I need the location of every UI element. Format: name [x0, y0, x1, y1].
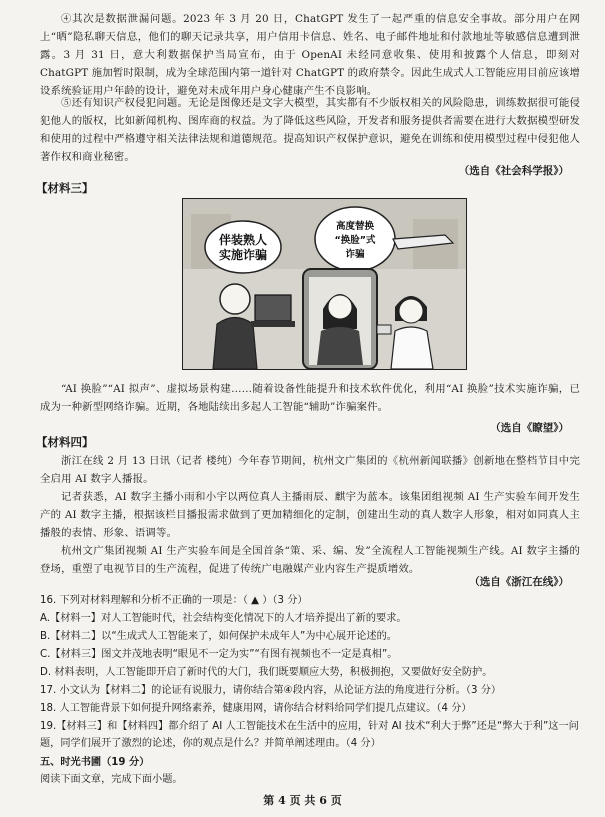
question-16-option-a: A.【材料一】对人工智能时代，社会结构变化情况下的人才培养提出了新的要求。: [40, 613, 407, 624]
section-5-heading: 五、时光书圃（19 分）: [40, 757, 150, 768]
fraud-cartoon-illustration: [182, 198, 467, 370]
material3-heading: 【材料三】: [36, 181, 94, 195]
source-citation-1: （选自《社会科学报》）: [458, 165, 569, 177]
cartoon-bubble-left-line1: 伴装熟人: [218, 233, 268, 247]
material4-source: （选自《浙江在线》）: [469, 576, 569, 588]
cartoon-bubble-right-line2: “换脸”式: [334, 235, 376, 246]
cartoon-bubble-right-line1: 高度替换: [335, 221, 375, 232]
material3-text: “AI 换脸”“AI 拟声”、虚拟场景构建……随着设备性能提升和技术软件优化，利用“AI 换脸”技术实施诈骗，已成为一种新型网络诈骗。近期，各地陆续出多起人工智能“辅助”诈骗案件。: [40, 383, 580, 413]
material4-paragraph-2: 记者获悉，AI 数字主播小雨和小宇以两位真人主播雨辰、麒宇为蓝本。该集团组视频 AI 生产实验车间开发生产的 AI 数字主播，根据该栏目播报需求做到了更加精细化的定制，创建出生动的真人数字人形象，相对如同真人主播般的表情、形象、语调等。: [40, 491, 580, 539]
question-16-option-c: C.【材料三】图文并茂地表明“眼见不一定为实”“有图有视频也不一定是真相”。: [40, 649, 398, 660]
material4-heading: 【材料四】: [36, 435, 94, 449]
cartoon-bubble-right-line3: 诈骗: [345, 249, 365, 260]
cartoon-svg: [183, 199, 466, 369]
page-footer: 第 4 页 共 6 页: [263, 794, 342, 807]
question-16-stem: 16. 下列对材料理解和分析不正确的一项是：（ ▲ ）（3 分）: [40, 595, 308, 606]
passage-paragraph-4: ④其次是数据泄漏问题。2023 年 3 月 20 日，ChatGPT 发生了一起严重的信息安全事故。部分用户在网上“晒”隐私聊天信息，他们的聊天记录共享，用户信用卡信息、姓名、电子邮件地址和付款地址等敏感信息遭到泄露。3 月 31 日，意大利数据保护当局宣布，由于 OpenAI 未经同意收集、使用和披露个人信息，即刻对 ChatGPT 施加暂时限制，成为全球范围内第一道针对 ChatGPT 的政府禁令。因此生成式人工智能应用目前应该增设系统验证用户年龄的设计，避免对未成年用户身心健康产生不良影响。: [40, 13, 580, 97]
question-16-option-d: D. 材料表明，人工智能即开启了新时代的大门，我们既要顺应大势，积极拥抱，又要做好安全防护。: [40, 667, 493, 678]
question-16-option-b: B.【材料二】以“生成式人工智能来了，如何保护未成年人”为中心展开论述的。: [40, 631, 397, 642]
material4-paragraph-3: 杭州文广集团视频 AI 生产实验车间是全国首条“策、采、编、发”全流程人工智能视频生产线。AI 数字主播的登场，重塑了电视节目的生产流程，促进了传统广电融媒产业内容生产提质增效。: [40, 545, 580, 575]
question-18: 18. 人工智能背景下如何提升网络素养，健康用网，请你结合材料给同学们提几点建议。（4 分）: [40, 703, 472, 714]
question-17: 17. 小文认为【材料二】的论证有说服力，请你结合第④段内容，从论证方法的角度进行分析。（3 分）: [40, 685, 502, 696]
passage-paragraph-5: ⑤还有知识产权侵犯问题。无论是图像还是文字大模型，其实都有不少版权相关的风险隐患，训练数据很可能侵犯他人的版权，比如新闻机构、图库商的权益。为了降低这些风险，开发者和服务提供者需要在进行大数据模型研发和使用的过程中严格遵守相关法律法规和道德规范。提高知识产权保护意识，避免在训练和使用模型过程中侵犯他人著作权和商业秘密。: [40, 97, 580, 163]
section-5-instruction: 阅读下面文章，完成下面小题。: [40, 774, 183, 785]
cartoon-bubble-left-line2: 实施诈骗: [218, 248, 268, 262]
material3-source: （选自《瞭望》）: [490, 422, 569, 434]
question-19: 19.【材料三】和【材料四】都介绍了 AI 人工智能技术在生活中的应用，针对 AI 技术“利大于弊”还是“弊大于利”这一问题，同学们展开了激烈的论述，你的观点是什么？并简单阐述理由。（4 分）: [40, 721, 579, 749]
material4-paragraph-1: 浙江在线 2 月 13 日讯（记者 楼纯）今年春节期间，杭州文广集团的《杭州新闻联播》创新地在整档节目中完全启用 AI 数字人播报。: [40, 455, 580, 485]
